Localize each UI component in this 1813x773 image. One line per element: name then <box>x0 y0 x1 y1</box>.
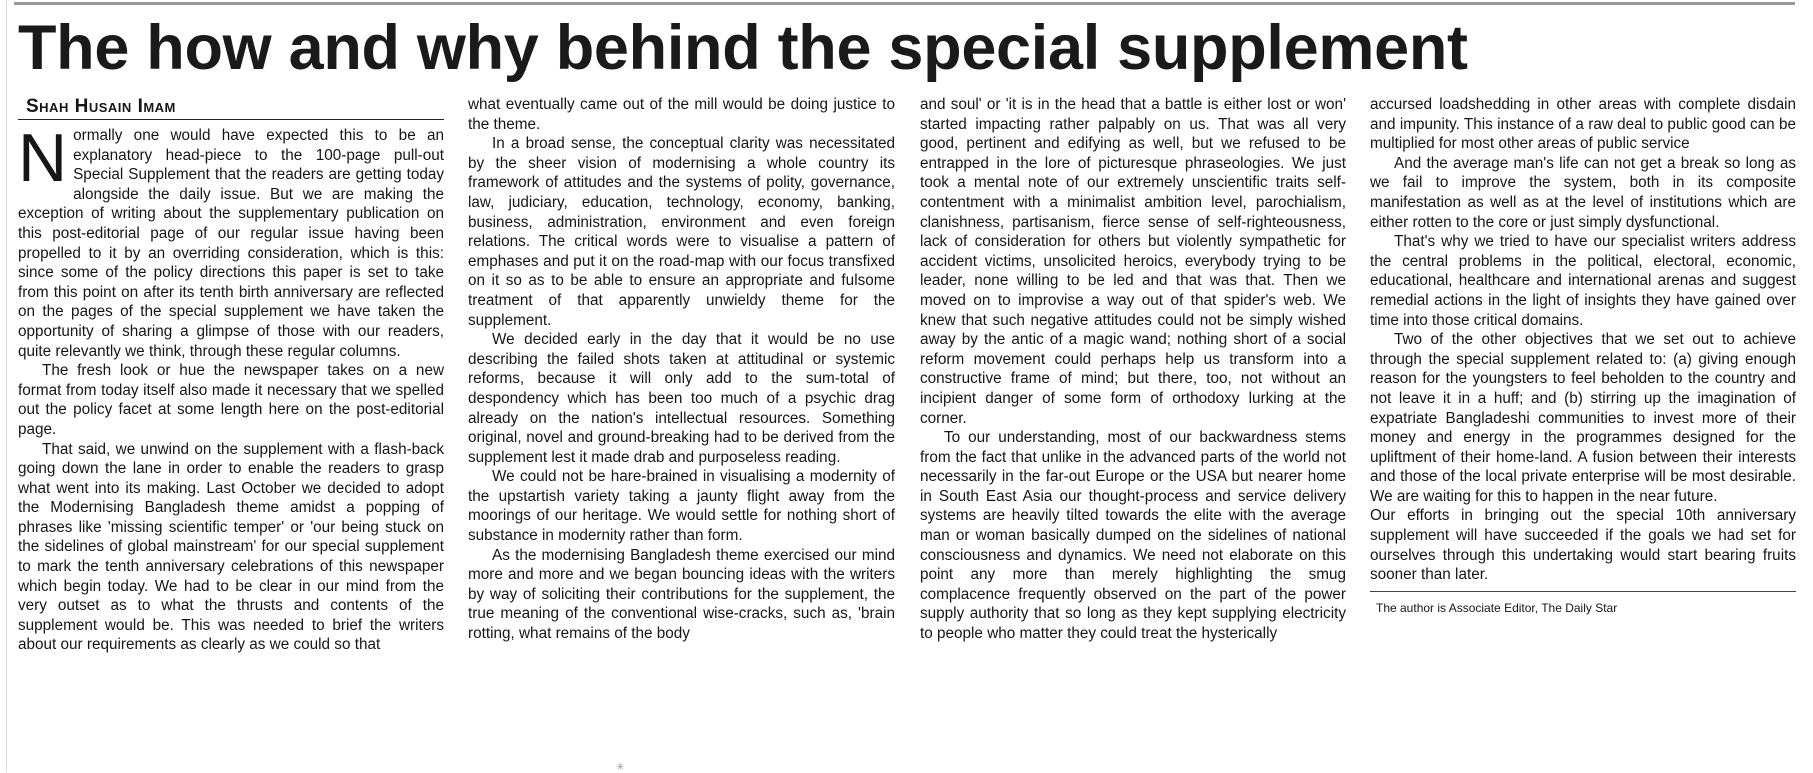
paragraph: As the modernising Bangladesh theme exercised our mind more and more and we began bouncing ideas with the writers by way of soliciting their contributions for the supplement, the true meaning of the conventional wise-cracks, such as, 'brain rotting, what remains of the body <box>468 546 895 643</box>
paragraph: The fresh look or hue the newspaper takes on a new format from today itself also made it necessary that we spelled out the policy facet at some length here on the post-editorial page. <box>18 362 444 438</box>
paragraph: what eventually came out of the mill would be doing justice to the theme. <box>468 96 895 133</box>
paragraph: Our efforts in bringing out the special 10th anniversary supplement will have succeeded if the goals we had set for ourselves through this undertaking would start bearing fruits sooner than later. <box>1370 507 1796 584</box>
paragraph: and soul' or 'it is in the head that a battle is either lost or won' started impacting rather palpably on us. That was all very good, pertinent and edifying as well, but we refused to be entrapped in the lore of picturesque phraseologies. We just took a mental note of our extremely unscientific traits self-contentment with a minimalist ambition level, parochialism, clanishness, partisanism, fierce sense of self-righteousness, lack of consideration for others but violently sympathetic for accident victims, unsolicited heroics, everybody trying to be leader, none willing to be led and that was that. Then we moved on to improvise a way out of that spider's web. We knew that such negative attitudes could not be simply wished away by the antic of a magic wand; nothing short of a social reform movement could perhaps help us transform into a constructive frame of mind; but there, too, not without an incipient danger of some form of orthodoxy lurking at the corner. <box>920 96 1346 427</box>
author-divider <box>1370 591 1796 592</box>
drop-cap: N <box>18 120 68 196</box>
paragraph: That said, we unwind on the supplement with a flash-back going down the lane in order to enable the readers to grasp what went into its making. Last October we decided to adopt the Modernising Bangladesh theme amidst a popping of phrases like 'missing scientific temper' or 'our being stuck on the sidelines of global mainstream' for our special supplement to mark the tenth anniversary celebrations of this newspaper which begin today. We had to be clear in our mind from the very outset as to what the thrusts and contents of the supplement would be. This was needed to brief the writers about our requirements as clearly as we could so that <box>18 440 444 654</box>
paragraph: Two of the other objectives that we set out to achieve through the special supplement related to: (a) giving enough reason for the youngsters to feel beholden to the country and not leave it in a huff; and (b) stirring up the imagination of expatriate Bangladeshi communities to invest more of their money and energy in the programmes designed for the upliftment of their home-land. A fusion between their interests and those of the local private enterprise will be most desirable. We are waiting for this to happen in the near future. <box>1370 331 1796 505</box>
paragraph <box>18 120 444 361</box>
paragraph: To our understanding, most of our backwardness stems from the fact that unlike in the advanced parts of the world not necessarily in the far-out Europe or the USA but nearer home in South East Asia our thought-process and service delivery systems are heavily tilted towards the elite with the average man or woman basically dumped on the sidelines of national consciousness and dynamics. We need not elaborate on this point any more than merely highlighting the smug complacence frequently observed on the part of the power supply authority that so long as they kept supplying electricity to people who matter they could treat the hysterically <box>920 429 1346 643</box>
column-3 <box>920 95 1346 644</box>
page-edge <box>0 0 7 772</box>
paragraph: accursed loadshedding in other areas with complete disdain and impunity. This instance of a raw deal to public good can be multiplied for most other areas of public service <box>1370 96 1796 153</box>
paragraph: We decided early in the day that it would be no use describing the failed shots taken at attitudinal or systemic reforms, because it will only add to the sum-total of despondency which has been too much of a psychic drag already on the nation's intellectual resources. Something original, novel and ground-breaking had to be derived from the supplement lest it made drab and purposeless reading. <box>468 331 895 466</box>
paragraph-text: ormally one would have expected this to be an explanatory head-piece to the 100-page pull-out Special Supplement that the readers are getting today alongside the daily issue. But we are making the exception of writing about the supplementary publication on this post-editorial page of our regular issue having been propelled to it by an overriding consideration, which is this: since some of the policy directions this paper is set to take from this point on after its tenth birth anniversary are reflected on the pages of the special supplement we have taken the opportunity of sharing a glimpse of those with our readers, quite relevantly we think, through these regular columns. <box>18 127 444 360</box>
paragraph: In a broad sense, the conceptual clarity was necessitated by the sheer vision of modernising a whole country its framework of attitudes and the systems of polity, governance, law, judiciary, education, technology, economy, banking, business, administration, environment and even foreign relations. The critical words were to visualise a pattern of emphases and put it on the road-map with our focus transfixed on it so as to be able to ensure an appropriate and fulsome treatment of that apparently unwieldy theme for the supplement. <box>468 135 895 329</box>
paragraph: That's why we tried to have our specialist writers address the central problems in the political, electoral, economic, educational, healthcare and international arenas and suggest remedial actions in the light of insights they have gained over time into those critical domains. <box>1370 233 1796 329</box>
column-4 <box>1370 95 1796 616</box>
column-1 <box>18 95 444 655</box>
author-note: The author is Associate Editor, The Daily Star <box>1376 600 1618 615</box>
registration-mark-icon: ✳ <box>616 762 625 773</box>
paragraph: We could not be hare-brained in visualising a modernity of the upstartish variety taking a jaunty flight away from the moorings of our heritage. We would settle for nothing short of substance in modernity rather than form. <box>468 468 895 545</box>
column-2 <box>468 95 895 644</box>
headline: The how and why behind the special supplement <box>18 13 1468 83</box>
byline: Shah Husain Imam <box>18 95 444 120</box>
top-rule <box>14 2 1795 5</box>
paragraph: And the average man's life can not get a break so long as we fail to improve the system, both in its composite manifestation as well as at the level of institutions which are either rotten to the core or just simply dysfunctional. <box>1370 154 1796 231</box>
